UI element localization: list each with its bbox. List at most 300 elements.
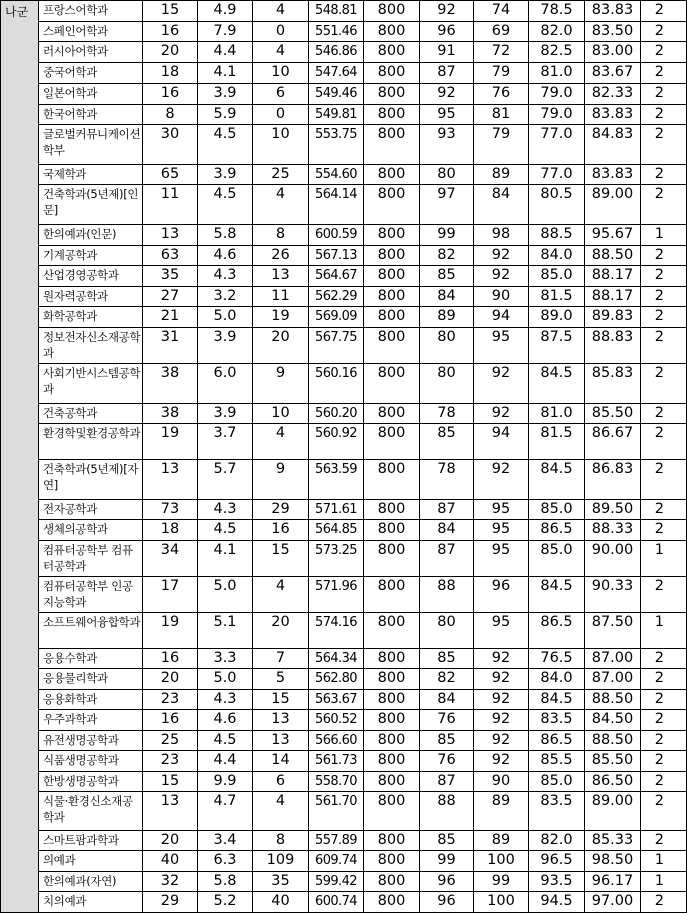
col-korean: 99 <box>420 851 474 872</box>
col-inquiry: 84.0 <box>529 246 585 266</box>
col-inquiry: 81.0 <box>529 63 585 84</box>
col-competition-rate: 4.1 <box>198 63 253 84</box>
table-row <box>1 22 687 42</box>
col-reserve-rank: 4 <box>253 185 309 225</box>
col-inquiry: 85.0 <box>529 266 585 287</box>
col-english-avg: 87.00 <box>585 669 641 690</box>
col-korean: 92 <box>420 1 474 22</box>
table-row <box>1 500 687 520</box>
col-competition-rate: 4.1 <box>198 541 253 577</box>
col-english-avg: 85.33 <box>585 831 641 851</box>
table-row <box>1 751 687 772</box>
col-score-converted: 564.34 <box>309 649 364 669</box>
col-inquiry: 78.5 <box>529 1 585 22</box>
col-quota: 15 <box>143 772 198 792</box>
col-score-converted: 560.20 <box>309 404 364 424</box>
col-quota: 73 <box>143 500 198 520</box>
col-competition-rate: 4.9 <box>198 1 253 22</box>
col-english-grade: 2 <box>641 125 687 165</box>
col-english-avg: 96.17 <box>585 872 641 892</box>
department-name: 생체의공학과 <box>39 520 143 541</box>
col-quota: 13 <box>143 225 198 246</box>
col-competition-rate: 5.0 <box>198 307 253 328</box>
col-competition-rate: 9.9 <box>198 772 253 792</box>
col-english-grade: 2 <box>641 63 687 84</box>
department-name: 응용수학과 <box>39 649 143 669</box>
col-korean: 96 <box>420 872 474 892</box>
col-inquiry: 79.0 <box>529 84 585 105</box>
col-korean: 84 <box>420 520 474 541</box>
col-inquiry: 96.5 <box>529 851 585 872</box>
col-inquiry: 76.5 <box>529 649 585 669</box>
col-score-converted: 554.60 <box>309 165 364 185</box>
table-row <box>1 287 687 307</box>
table-row <box>1 63 687 84</box>
col-score-converted: 600.59 <box>309 225 364 246</box>
department-name: 사회기반시스템공학과 <box>39 364 143 404</box>
col-score-max: 800 <box>364 851 420 872</box>
col-quota: 18 <box>143 520 198 541</box>
col-inquiry: 82.5 <box>529 42 585 63</box>
department-name: 건축학과(5년제)[인문] <box>39 185 143 225</box>
col-inquiry: 87.5 <box>529 328 585 364</box>
group-label: 나군 <box>1 1 39 913</box>
col-inquiry: 86.5 <box>529 731 585 751</box>
col-score-max: 800 <box>364 84 420 105</box>
col-korean: 80 <box>420 613 474 649</box>
col-score-converted: 549.81 <box>309 105 364 125</box>
col-competition-rate: 5.0 <box>198 669 253 690</box>
col-inquiry: 82.0 <box>529 831 585 851</box>
table-row <box>1 42 687 63</box>
table-row <box>1 125 687 165</box>
department-name: 건축학과(5년제)[자연] <box>39 460 143 500</box>
col-competition-rate: 5.0 <box>198 577 253 613</box>
col-korean: 85 <box>420 649 474 669</box>
col-score-max: 800 <box>364 42 420 63</box>
col-score-converted: 560.16 <box>309 364 364 404</box>
col-korean: 78 <box>420 460 474 500</box>
col-competition-rate: 4.5 <box>198 731 253 751</box>
col-english-avg: 82.33 <box>585 84 641 105</box>
col-reserve-rank: 35 <box>253 872 309 892</box>
col-score-max: 800 <box>364 872 420 892</box>
col-reserve-rank: 0 <box>253 105 309 125</box>
col-inquiry: 84.5 <box>529 460 585 500</box>
col-english-grade: 2 <box>641 328 687 364</box>
col-quota: 16 <box>143 84 198 105</box>
col-score-converted: 564.85 <box>309 520 364 541</box>
col-math: 69 <box>474 22 529 42</box>
col-korean: 80 <box>420 328 474 364</box>
col-korean: 99 <box>420 225 474 246</box>
col-score-max: 800 <box>364 225 420 246</box>
col-math: 95 <box>474 520 529 541</box>
col-score-converted: 553.75 <box>309 125 364 165</box>
col-reserve-rank: 10 <box>253 125 309 165</box>
col-quota: 30 <box>143 125 198 165</box>
col-quota: 34 <box>143 541 198 577</box>
department-name: 치의예과 <box>39 892 143 913</box>
col-score-max: 800 <box>364 731 420 751</box>
col-reserve-rank: 0 <box>253 22 309 42</box>
col-korean: 85 <box>420 731 474 751</box>
table-row <box>1 1 687 22</box>
col-english-grade: 2 <box>641 577 687 613</box>
col-english-grade: 2 <box>641 669 687 690</box>
col-math: 100 <box>474 851 529 872</box>
col-korean: 91 <box>420 42 474 63</box>
col-english-grade: 2 <box>641 520 687 541</box>
col-quota: 15 <box>143 1 198 22</box>
col-quota: 23 <box>143 690 198 710</box>
col-reserve-rank: 13 <box>253 710 309 731</box>
col-english-grade: 1 <box>641 872 687 892</box>
col-score-converted: 547.64 <box>309 63 364 84</box>
col-math: 92 <box>474 404 529 424</box>
col-score-max: 800 <box>364 520 420 541</box>
col-quota: 19 <box>143 613 198 649</box>
department-name: 유전생명공학과 <box>39 731 143 751</box>
col-score-max: 800 <box>364 892 420 913</box>
col-english-avg: 86.83 <box>585 460 641 500</box>
col-english-avg: 88.50 <box>585 690 641 710</box>
table-row <box>1 872 687 892</box>
col-quota: 16 <box>143 710 198 731</box>
col-reserve-rank: 20 <box>253 328 309 364</box>
col-english-grade: 2 <box>641 649 687 669</box>
col-score-max: 800 <box>364 541 420 577</box>
col-score-converted: 563.67 <box>309 690 364 710</box>
col-competition-rate: 7.9 <box>198 22 253 42</box>
col-score-converted: 560.52 <box>309 710 364 731</box>
col-inquiry: 82.0 <box>529 22 585 42</box>
col-inquiry: 93.5 <box>529 872 585 892</box>
col-score-converted: 599.42 <box>309 872 364 892</box>
col-korean: 78 <box>420 404 474 424</box>
col-competition-rate: 4.7 <box>198 792 253 831</box>
department-name: 일본어학과 <box>39 84 143 105</box>
col-competition-rate: 4.6 <box>198 246 253 266</box>
table-row <box>1 520 687 541</box>
col-quota: 21 <box>143 307 198 328</box>
table-row <box>1 669 687 690</box>
col-korean: 87 <box>420 541 474 577</box>
col-score-converted: 567.75 <box>309 328 364 364</box>
col-english-grade: 2 <box>641 460 687 500</box>
department-name: 소프트웨어융합학과 <box>39 613 143 649</box>
col-english-grade: 1 <box>641 613 687 649</box>
col-english-avg: 83.67 <box>585 63 641 84</box>
col-reserve-rank: 10 <box>253 63 309 84</box>
col-score-max: 800 <box>364 266 420 287</box>
col-score-converted: 564.67 <box>309 266 364 287</box>
col-competition-rate: 3.4 <box>198 831 253 851</box>
col-quota: 35 <box>143 266 198 287</box>
col-korean: 89 <box>420 307 474 328</box>
col-score-max: 800 <box>364 577 420 613</box>
col-quota: 27 <box>143 287 198 307</box>
col-korean: 80 <box>420 364 474 404</box>
col-reserve-rank: 5 <box>253 669 309 690</box>
department-name: 우주과학과 <box>39 710 143 731</box>
col-reserve-rank: 7 <box>253 649 309 669</box>
col-inquiry: 84.5 <box>529 577 585 613</box>
department-name: 컴퓨터공학부 인공지능학과 <box>39 577 143 613</box>
col-inquiry: 81.0 <box>529 404 585 424</box>
table-row <box>1 225 687 246</box>
col-english-grade: 2 <box>641 831 687 851</box>
col-math: 92 <box>474 460 529 500</box>
col-competition-rate: 5.9 <box>198 105 253 125</box>
col-math: 92 <box>474 751 529 772</box>
col-english-grade: 2 <box>641 22 687 42</box>
col-score-max: 800 <box>364 424 420 460</box>
col-competition-rate: 3.2 <box>198 287 253 307</box>
col-english-grade: 2 <box>641 404 687 424</box>
col-english-grade: 2 <box>641 500 687 520</box>
table-row <box>1 892 687 913</box>
col-english-grade: 2 <box>641 287 687 307</box>
department-name: 러시아어학과 <box>39 42 143 63</box>
col-quota: 20 <box>143 669 198 690</box>
col-reserve-rank: 10 <box>253 404 309 424</box>
col-inquiry: 89.0 <box>529 307 585 328</box>
department-name: 중국어학과 <box>39 63 143 84</box>
col-math: 90 <box>474 287 529 307</box>
col-quota: 29 <box>143 892 198 913</box>
col-competition-rate: 3.9 <box>198 165 253 185</box>
col-reserve-rank: 29 <box>253 500 309 520</box>
col-quota: 23 <box>143 751 198 772</box>
department-name: 전자공학과 <box>39 500 143 520</box>
col-english-avg: 85.50 <box>585 404 641 424</box>
col-inquiry: 79.0 <box>529 105 585 125</box>
department-name: 식품생명공학과 <box>39 751 143 772</box>
col-english-grade: 2 <box>641 246 687 266</box>
col-score-converted: 546.86 <box>309 42 364 63</box>
col-english-avg: 84.83 <box>585 125 641 165</box>
col-score-max: 800 <box>364 792 420 831</box>
col-score-max: 800 <box>364 460 420 500</box>
col-quota: 63 <box>143 246 198 266</box>
col-score-max: 800 <box>364 649 420 669</box>
col-competition-rate: 4.4 <box>198 42 253 63</box>
col-korean: 85 <box>420 424 474 460</box>
col-inquiry: 84.0 <box>529 669 585 690</box>
department-name: 국제학과 <box>39 165 143 185</box>
col-english-avg: 90.33 <box>585 577 641 613</box>
col-korean: 87 <box>420 772 474 792</box>
col-score-max: 800 <box>364 63 420 84</box>
col-competition-rate: 3.3 <box>198 649 253 669</box>
col-english-avg: 88.17 <box>585 266 641 287</box>
department-name: 화학공학과 <box>39 307 143 328</box>
col-korean: 93 <box>420 125 474 165</box>
col-reserve-rank: 6 <box>253 772 309 792</box>
col-reserve-rank: 9 <box>253 364 309 404</box>
col-score-max: 800 <box>364 772 420 792</box>
col-reserve-rank: 109 <box>253 851 309 872</box>
col-competition-rate: 3.7 <box>198 424 253 460</box>
col-reserve-rank: 4 <box>253 577 309 613</box>
table-row <box>1 831 687 851</box>
col-english-avg: 85.50 <box>585 751 641 772</box>
col-english-avg: 88.17 <box>585 287 641 307</box>
col-korean: 84 <box>420 287 474 307</box>
col-math: 95 <box>474 500 529 520</box>
col-competition-rate: 3.9 <box>198 84 253 105</box>
table-row <box>1 424 687 460</box>
col-inquiry: 81.5 <box>529 287 585 307</box>
col-math: 92 <box>474 731 529 751</box>
department-name: 건축공학과 <box>39 404 143 424</box>
col-math: 98 <box>474 225 529 246</box>
col-score-converted: 548.81 <box>309 1 364 22</box>
table-row <box>1 851 687 872</box>
col-reserve-rank: 13 <box>253 731 309 751</box>
col-score-max: 800 <box>364 404 420 424</box>
table-row <box>1 105 687 125</box>
col-korean: 88 <box>420 577 474 613</box>
col-korean: 85 <box>420 266 474 287</box>
col-quota: 16 <box>143 649 198 669</box>
col-inquiry: 77.0 <box>529 165 585 185</box>
col-english-avg: 89.83 <box>585 307 641 328</box>
col-english-grade: 2 <box>641 307 687 328</box>
department-name: 스마트팜과학과 <box>39 831 143 851</box>
col-reserve-rank: 4 <box>253 792 309 831</box>
col-english-grade: 2 <box>641 266 687 287</box>
col-korean: 80 <box>420 165 474 185</box>
table-row <box>1 185 687 225</box>
col-english-grade: 2 <box>641 185 687 225</box>
col-math: 94 <box>474 307 529 328</box>
col-competition-rate: 3.9 <box>198 328 253 364</box>
col-score-max: 800 <box>364 328 420 364</box>
col-korean: 97 <box>420 185 474 225</box>
col-competition-rate: 5.2 <box>198 892 253 913</box>
col-english-avg: 83.83 <box>585 165 641 185</box>
col-score-converted: 560.92 <box>309 424 364 460</box>
col-score-converted: 562.80 <box>309 669 364 690</box>
col-quota: 18 <box>143 63 198 84</box>
col-inquiry: 77.0 <box>529 125 585 165</box>
col-reserve-rank: 15 <box>253 690 309 710</box>
department-name: 원자력공학과 <box>39 287 143 307</box>
col-reserve-rank: 4 <box>253 42 309 63</box>
col-reserve-rank: 8 <box>253 225 309 246</box>
col-math: 94 <box>474 424 529 460</box>
table-row <box>1 404 687 424</box>
col-math: 72 <box>474 42 529 63</box>
col-score-converted: 551.46 <box>309 22 364 42</box>
col-score-max: 800 <box>364 1 420 22</box>
col-reserve-rank: 6 <box>253 84 309 105</box>
col-reserve-rank: 26 <box>253 246 309 266</box>
col-quota: 20 <box>143 831 198 851</box>
col-reserve-rank: 8 <box>253 831 309 851</box>
col-english-avg: 83.83 <box>585 105 641 125</box>
col-korean: 84 <box>420 690 474 710</box>
col-korean: 82 <box>420 669 474 690</box>
col-competition-rate: 4.3 <box>198 500 253 520</box>
col-competition-rate: 5.7 <box>198 460 253 500</box>
col-english-grade: 2 <box>641 165 687 185</box>
col-score-converted: 573.25 <box>309 541 364 577</box>
col-competition-rate: 4.3 <box>198 266 253 287</box>
col-score-max: 800 <box>364 613 420 649</box>
col-quota: 16 <box>143 22 198 42</box>
department-name: 기계공학과 <box>39 246 143 266</box>
col-score-max: 800 <box>364 751 420 772</box>
col-english-avg: 83.50 <box>585 22 641 42</box>
col-score-converted: 561.70 <box>309 792 364 831</box>
col-score-max: 800 <box>364 500 420 520</box>
table-row <box>1 328 687 364</box>
col-quota: 20 <box>143 42 198 63</box>
table-row <box>1 364 687 404</box>
col-quota: 8 <box>143 105 198 125</box>
col-math: 74 <box>474 1 529 22</box>
col-quota: 25 <box>143 731 198 751</box>
table-row <box>1 246 687 266</box>
col-inquiry: 85.5 <box>529 751 585 772</box>
col-english-grade: 2 <box>641 1 687 22</box>
table-row <box>1 613 687 649</box>
department-name: 산업경영공학과 <box>39 266 143 287</box>
col-inquiry: 86.5 <box>529 613 585 649</box>
col-score-max: 800 <box>364 287 420 307</box>
col-english-grade: 1 <box>641 541 687 577</box>
table-row <box>1 165 687 185</box>
col-competition-rate: 3.9 <box>198 404 253 424</box>
col-score-max: 800 <box>364 125 420 165</box>
department-name: 한의예과(인문) <box>39 225 143 246</box>
col-english-grade: 2 <box>641 424 687 460</box>
col-quota: 17 <box>143 577 198 613</box>
col-english-avg: 86.67 <box>585 424 641 460</box>
department-name: 응용화학과 <box>39 690 143 710</box>
col-score-converted: 609.74 <box>309 851 364 872</box>
col-competition-rate: 4.6 <box>198 710 253 731</box>
col-korean: 87 <box>420 500 474 520</box>
col-competition-rate: 4.5 <box>198 125 253 165</box>
col-inquiry: 80.5 <box>529 185 585 225</box>
col-reserve-rank: 14 <box>253 751 309 772</box>
col-korean: 92 <box>420 84 474 105</box>
table-row <box>1 266 687 287</box>
col-english-avg: 88.50 <box>585 731 641 751</box>
col-inquiry: 85.0 <box>529 500 585 520</box>
table-row <box>1 792 687 831</box>
col-inquiry: 84.5 <box>529 364 585 404</box>
col-competition-rate: 5.1 <box>198 613 253 649</box>
col-math: 89 <box>474 165 529 185</box>
col-reserve-rank: 11 <box>253 287 309 307</box>
col-quota: 32 <box>143 872 198 892</box>
col-score-converted: 562.29 <box>309 287 364 307</box>
table-row <box>1 649 687 669</box>
col-math: 99 <box>474 872 529 892</box>
col-inquiry: 94.5 <box>529 892 585 913</box>
department-name: 환경학및환경공학과 <box>39 424 143 460</box>
col-inquiry: 88.5 <box>529 225 585 246</box>
col-reserve-rank: 9 <box>253 460 309 500</box>
col-english-grade: 1 <box>641 851 687 872</box>
col-math: 95 <box>474 613 529 649</box>
col-score-converted: 557.89 <box>309 831 364 851</box>
